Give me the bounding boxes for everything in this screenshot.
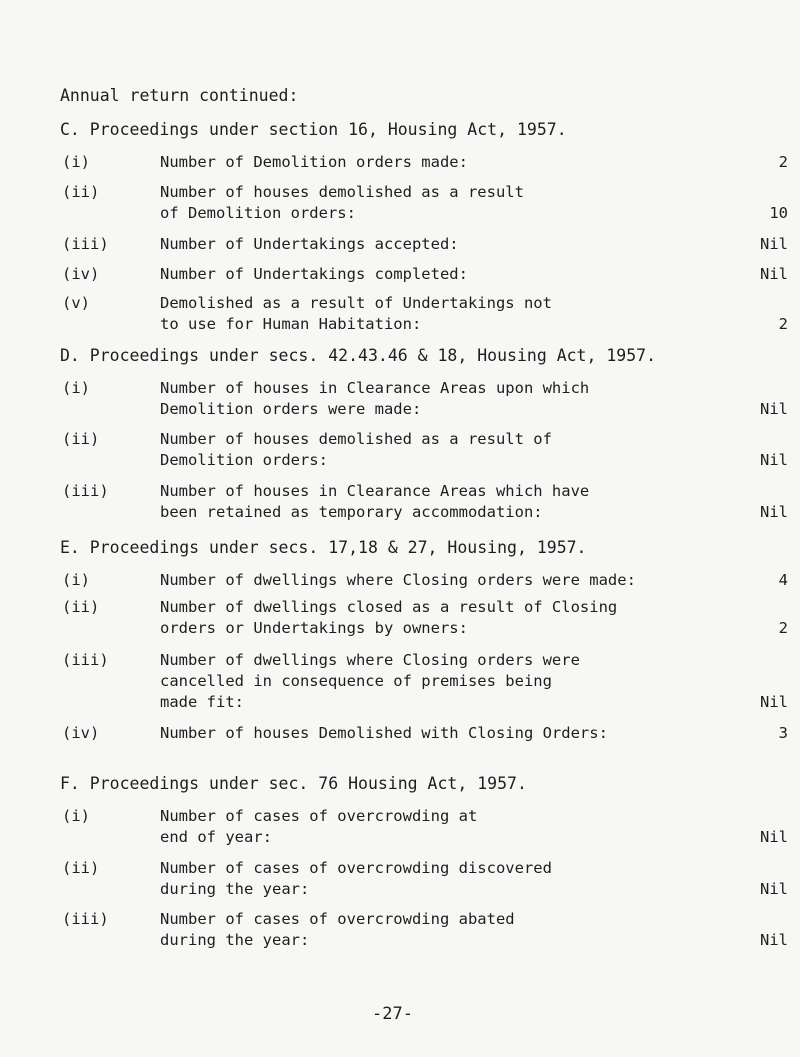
item-text-line-2: cancelled in consequence of premises being	[160, 672, 552, 690]
item-value: Nil	[760, 503, 788, 521]
item-number: (iv)	[62, 265, 100, 283]
item-number: (iii)	[62, 235, 109, 253]
item-text-line-2: orders or Undertakings by owners:	[160, 619, 468, 637]
item-text-line-2: during the year:	[160, 931, 310, 949]
item-number: (iii)	[62, 651, 109, 669]
item-text: Number of houses Demolished with Closing Orders:	[160, 724, 608, 742]
item-value: Nil	[760, 400, 788, 418]
section-c-title: C. Proceedings under section 16, Housing Act, 1957.	[60, 120, 567, 139]
item-number: (ii)	[62, 598, 100, 616]
item-text: Number of cases of overcrowding discovered	[160, 859, 552, 877]
item-number: (ii)	[62, 183, 100, 201]
item-text: Number of houses demolished as a result	[160, 183, 524, 201]
item-value: 10	[769, 204, 788, 222]
item-number: (i)	[62, 153, 90, 171]
item-value: Nil	[760, 693, 788, 711]
item-text-line-2: Demolition orders were made:	[160, 400, 422, 418]
item-number: (i)	[62, 379, 90, 397]
item-text: Number of dwellings closed as a result of Closing	[160, 598, 618, 616]
item-text-line-2: end of year:	[160, 828, 272, 846]
section-d-title: D. Proceedings under secs. 42.43.46 & 18, Housing Act, 1957.	[60, 346, 657, 365]
item-value: 4	[778, 571, 788, 589]
item-text: Number of Undertakings completed:	[160, 265, 468, 283]
item-number: (iii)	[62, 910, 109, 928]
item-value: Nil	[760, 828, 788, 846]
item-text-line-2: of Demolition orders:	[160, 204, 356, 222]
item-value: 3	[778, 724, 788, 742]
item-value: 2	[778, 153, 788, 171]
item-value: Nil	[760, 451, 788, 469]
item-number: (iv)	[62, 724, 100, 742]
item-text: Number of houses demolished as a result of	[160, 430, 552, 448]
item-text: Number of houses in Clearance Areas upon which	[160, 379, 590, 397]
item-text: Number of dwellings where Closing orders were made:	[160, 571, 636, 589]
item-value: Nil	[760, 265, 788, 283]
item-text: Number of Demolition orders made:	[160, 153, 468, 171]
section-f-title: F. Proceedings under sec. 76 Housing Act, 1957.	[60, 774, 527, 793]
item-number: (i)	[62, 571, 90, 589]
item-value: Nil	[760, 931, 788, 949]
item-number: (i)	[62, 807, 90, 825]
item-text-line-2: to use for Human Habitation:	[160, 315, 422, 333]
item-value: 2	[778, 315, 788, 333]
item-value: Nil	[760, 880, 788, 898]
item-number: (ii)	[62, 430, 100, 448]
item-value: 2	[778, 619, 788, 637]
item-number: (ii)	[62, 859, 100, 877]
item-text: Number of dwellings where Closing orders were	[160, 651, 580, 669]
item-text-line-3: made fit:	[160, 693, 244, 711]
section-e-title: E. Proceedings under secs. 17,18 & 27, Housing, 1957.	[60, 538, 587, 557]
intro-heading: Annual return continued:	[60, 86, 299, 105]
item-text-line-2: during the year:	[160, 880, 310, 898]
item-text: Number of cases of overcrowding abated	[160, 910, 515, 928]
item-text-line-2: Demolition orders:	[160, 451, 328, 469]
item-text: Number of Undertakings accepted:	[160, 235, 459, 253]
item-text: Demolished as a result of Undertakings not	[160, 294, 552, 312]
item-value: Nil	[760, 235, 788, 253]
item-text-line-2: been retained as temporary accommodation:	[160, 503, 543, 521]
item-text: Number of cases of overcrowding at	[160, 807, 478, 825]
item-text: Number of houses in Clearance Areas which have	[160, 482, 590, 500]
item-number: (v)	[62, 294, 90, 312]
page-number: -27-	[372, 1004, 413, 1024]
item-number: (iii)	[62, 482, 109, 500]
